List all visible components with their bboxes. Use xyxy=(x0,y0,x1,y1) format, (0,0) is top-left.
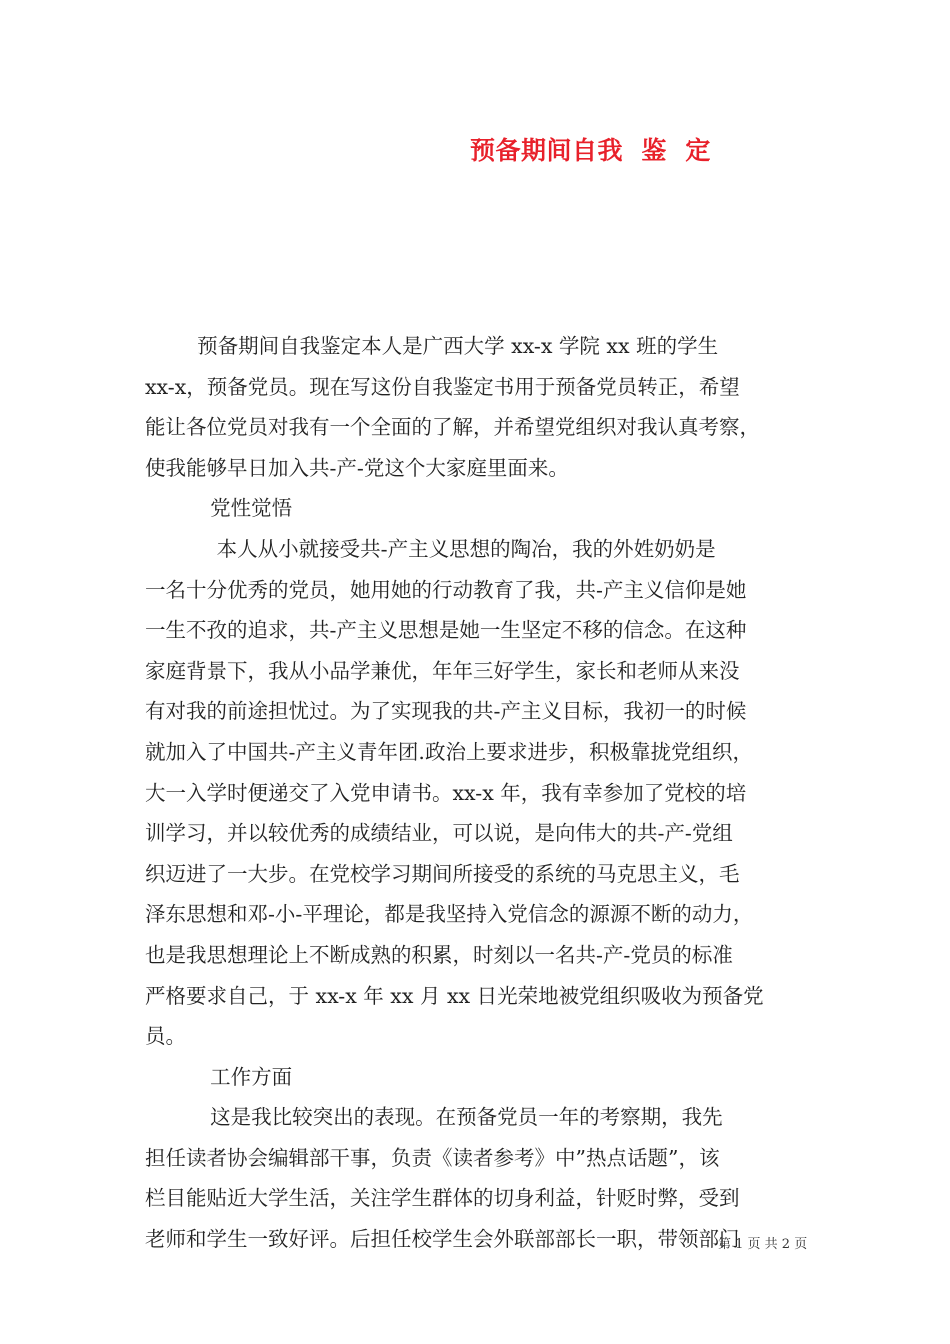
body-line: 织迈进了一大步。在党校学习期间所接受的系统的马克思主义，毛 xyxy=(145,861,740,886)
body-line: 员。 xyxy=(145,1024,186,1049)
body-line: 也是我思想理论上不断成熟的积累，时刻以一名共-产-党员的标准 xyxy=(145,942,733,967)
body-line: 栏目能贴近大学生活，关注学生群体的切身利益，针贬时弊，受到 xyxy=(145,1186,740,1211)
body-line: 训学习，并以较优秀的成绩结业，可以说，是向伟大的共-产-党组 xyxy=(145,821,733,846)
body-line: 严格要求自己，于 xx-x 年 xx 月 xx 日光荣地被党组织吸收为预备党 xyxy=(145,983,764,1008)
document-body xyxy=(145,326,815,1260)
body-line: 一名十分优秀的党员，她用她的行动教育了我，共-产主义信仰是她 xyxy=(145,577,747,602)
body-line: 使我能够早日加入共-产-党这个大家庭里面来。 xyxy=(145,455,569,480)
body-line: 本人从小就接受共-产主义思想的陶冶，我的外姓奶奶是 xyxy=(145,536,716,561)
body-line: 就加入了中国共-产主义青年团.政治上要求进步，积极靠拢党组织， xyxy=(145,739,753,764)
body-line: 老师和学生一致好评。后担任校学生会外联部部长一职，带领部门 xyxy=(145,1227,740,1252)
section-heading-party-awareness: 党性觉悟 xyxy=(145,496,293,521)
body-line: 这是我比较突出的表现。在预备党员一年的考察期，我先 xyxy=(145,1105,723,1130)
page-number-footer: 第 1 页 共 2 页 xyxy=(718,1237,808,1252)
body-line: 担任读者协会编辑部干事，负责《读者参考》中”热点话题”，该 xyxy=(145,1145,720,1170)
body-line: 有对我的前途担忧过。为了实现我的共-产主义目标，我初一的时候 xyxy=(145,699,747,724)
body-line: 一生不孜的追求，共-产主义思想是她一生坚定不移的信念。在这种 xyxy=(145,618,747,643)
body-line: 泽东思想和邓-小-平理论，都是我坚持入党信念的源源不断的动力， xyxy=(145,902,754,927)
body-line: 大一入学时便递交了入党申请书。xx-x 年，我有幸参加了党校的培 xyxy=(145,780,747,805)
document-title: 预备期间自我 鉴 定 xyxy=(470,136,711,165)
body-line: xx-x，预备党员。现在写这份自我鉴定书用于预备党员转正，希望 xyxy=(145,374,740,399)
body-line: 预备期间自我鉴定本人是广西大学 xx-x 学院 xx 班的学生 xyxy=(145,334,719,358)
section-heading-work: 工作方面 xyxy=(145,1064,293,1089)
body-line: 家庭背景下，我从小品学兼优，年年三好学生，家长和老师从来没 xyxy=(145,658,740,683)
body-line: 能让各位党员对我有一个全面的了解，并希望党组织对我认真考察， xyxy=(145,415,760,440)
